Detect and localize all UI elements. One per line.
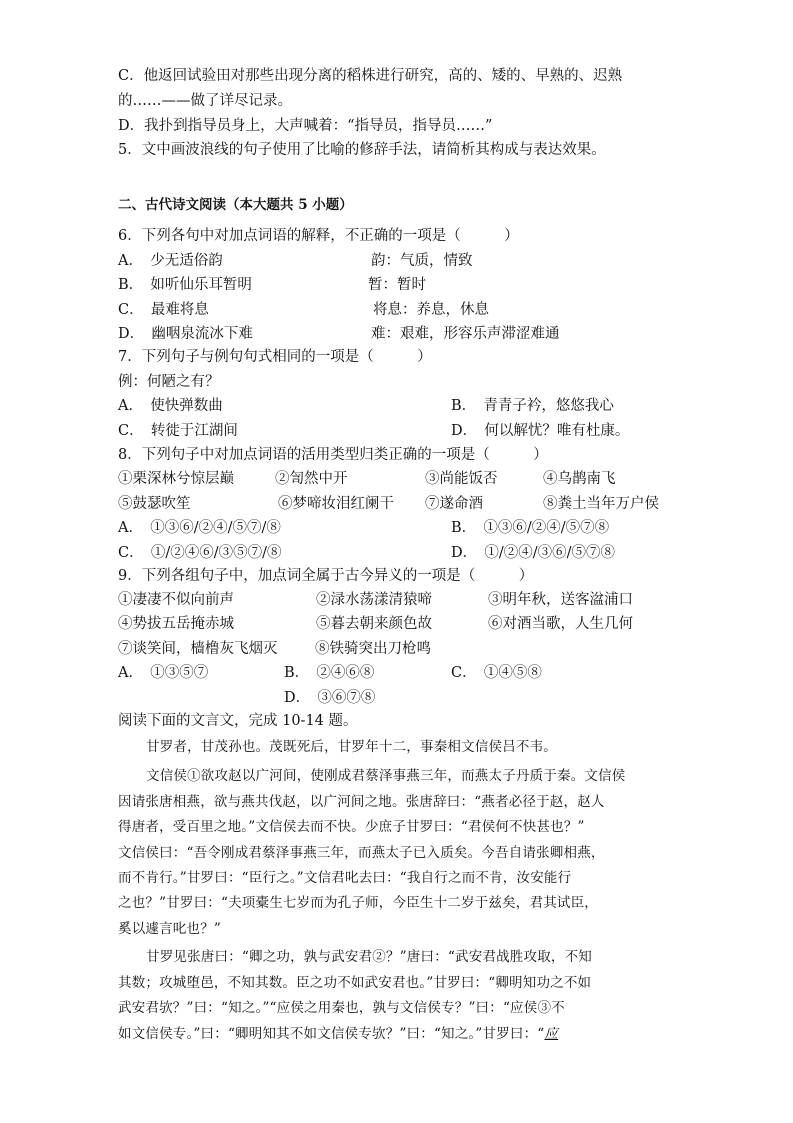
- q6-option-b: B． 如听仙乐耳暂明: [118, 277, 252, 293]
- passage-p3-line: 甘罗见张唐曰：“卿之功，孰与武安君②？”唐曰：“武安君战胜攻取，不知: [146, 949, 593, 965]
- passage-p2-line: 文信侯曰：“吾令刚成君蔡泽事燕三年，而燕太子已入质矣。今吾自请张卿相燕，: [118, 845, 605, 861]
- q9-stem: 9．下列各组句子中，加点词全属于古今异义的一项是（ ）: [118, 568, 534, 584]
- passage-paragraph-1: 甘罗者，甘茂孙也。茂既死后，甘罗年十二，事秦相文信侯吕不韦。: [146, 739, 557, 755]
- q9-item-8: ⑧铁骑突出刀枪鸣: [315, 641, 431, 657]
- q7-option-a: A． 使快弹数曲: [118, 398, 223, 414]
- q9-item-7: ⑦谈笑间，樯橹灰飞烟灭: [118, 641, 278, 657]
- q8-option-d: D． ①/②④/③⑥/⑤⑦⑧: [451, 545, 616, 561]
- q9-item-1: ①凄凄不似向前声: [118, 592, 234, 608]
- passage-underlined-word: 应: [544, 1026, 559, 1042]
- q6-option-c-explanation: 将息：养息，休息: [373, 302, 489, 318]
- q9-item-4: ④势拔五岳掩赤城: [118, 616, 234, 632]
- passage-p3-line: [118, 1024, 675, 1044]
- q9-option-d: D． ③⑥⑦⑧: [284, 690, 376, 706]
- q8-option-c: C． ①/②④⑥/③⑤⑦/⑧: [118, 545, 282, 561]
- passage-p2-line: 因请张唐相燕，欲与燕共伐赵，以广河间之地。张唐辞曰：“燕者必径于赵，赵人: [118, 794, 605, 810]
- q9-option-b: B． ②④⑥⑧: [284, 665, 375, 681]
- q8-item-6: ⑥梦啼妆泪红阑干: [278, 496, 394, 512]
- q9-item-2: ②渌水荡漾清猿啼: [316, 592, 432, 608]
- q4-option-c-line1: C．他返回试验田对那些出现分离的稻株进行研究，高的、矮的、早熟的、迟熟: [118, 68, 623, 84]
- q9-item-3: ③明年秋，送客湓浦口: [488, 592, 633, 608]
- section-heading: 二、古代诗文阅读（本大题共 5 小题）: [118, 197, 353, 213]
- q7-option-d: D． 何以解忧？唯有杜康。: [451, 423, 630, 439]
- q8-item-3: ③尚能饭否: [425, 471, 498, 487]
- q9-option-c: C． ①④⑤⑧: [451, 665, 542, 681]
- reading-instructions: 阅读下面的文言文，完成 10-14 题。: [118, 713, 358, 729]
- passage-p3-line-text: 如文信侯专。”曰：“卿明知其不如文信侯专欤？”曰：“知之。”甘罗曰：“: [118, 1026, 545, 1042]
- q4-option-d: D．我扑到指导员身上，大声喊着：“指导员，指导员……”: [118, 118, 493, 134]
- q6-stem: 6．下列各句中对加点词语的解释，不正确的一项是（ ）: [118, 228, 519, 244]
- q8-item-1: ①栗深林兮惊层巅: [118, 471, 234, 487]
- q7-stem: 7．下列句子与例句句式相同的一项是（ ）: [118, 349, 432, 365]
- q9-item-6: ⑥对酒当歌，人生几何: [488, 616, 633, 632]
- q6-option-b-explanation: 暂：暂时: [368, 277, 426, 293]
- q7-option-c: C． 转徙于江湖间: [118, 423, 238, 439]
- q7-option-b: B． 青青子衿，悠悠我心: [451, 398, 614, 414]
- q8-item-8: ⑧粪土当年万户侯: [543, 496, 659, 512]
- q9-item-5: ⑤暮去朝来颜色故: [316, 616, 432, 632]
- q8-option-a: A． ①③⑥/②④/⑤⑦/⑧: [118, 520, 281, 536]
- passage-p2-line: 而不肯行。”甘罗曰：“臣行之。”文信君叱去曰：“我自行之而不肯，汝安能行: [118, 870, 572, 886]
- passage-p3-line: 其数；攻城堕邑，不知其数。臣之功不如武安君也。”甘罗曰：“卿明知功之不如: [118, 975, 592, 991]
- q8-stem: 8．下列句子中对加点词语的活用类型归类正确的一项是（ ）: [118, 447, 548, 463]
- passage-p2-line: 得唐者，受百里之地。”文信侯去而不快。少庶子甘罗曰：“君侯何不快甚也？”: [118, 819, 585, 835]
- q7-example: 例：何陋之有？: [118, 374, 220, 390]
- q8-item-5: ⑤鼓瑟吹笙: [118, 496, 191, 512]
- q9-option-a: A． ①③⑤⑦: [118, 665, 209, 681]
- q6-option-a: A． 少无适俗韵: [118, 253, 223, 269]
- q8-option-b: B． ①③⑥/②④/⑤⑦⑧: [451, 520, 610, 536]
- passage-p2-line: 奚以遽言叱也？”: [118, 921, 222, 937]
- q6-option-d-explanation: 难：艰难，形容乐声滞涩难通: [371, 326, 560, 342]
- q8-item-7: ⑦遂命酒: [425, 496, 483, 512]
- q6-option-d: D． 幽咽泉流冰下难: [118, 326, 253, 342]
- q6-option-a-explanation: 韵：气质，情致: [371, 253, 473, 269]
- passage-p3-line: 武安君欤？”曰：“知之。”“应侯之用秦也，孰与文信侯专？”曰：“应侯③不: [118, 1000, 565, 1016]
- q8-item-4: ④乌鹊南飞: [543, 471, 616, 487]
- passage-p2-line: 文信侯①欲攻赵以广河间，使刚成君蔡泽事燕三年，而燕太子丹质于秦。文信侯: [146, 768, 626, 784]
- passage-p2-line: 之也？”甘罗曰：“夫项橐生七岁而为孔子师，今臣生十二岁于兹矣，君其试臣，: [118, 895, 599, 911]
- q6-option-c: C． 最难将息: [118, 302, 209, 318]
- q5-stem: 5．文中画波浪线的句子使用了比喻的修辞手法，请简析其构成与表达效果。: [118, 142, 606, 158]
- q4-option-c-line2: 的……——做了详尽记录。: [118, 93, 292, 109]
- q8-item-2: ②訇然中开: [275, 471, 348, 487]
